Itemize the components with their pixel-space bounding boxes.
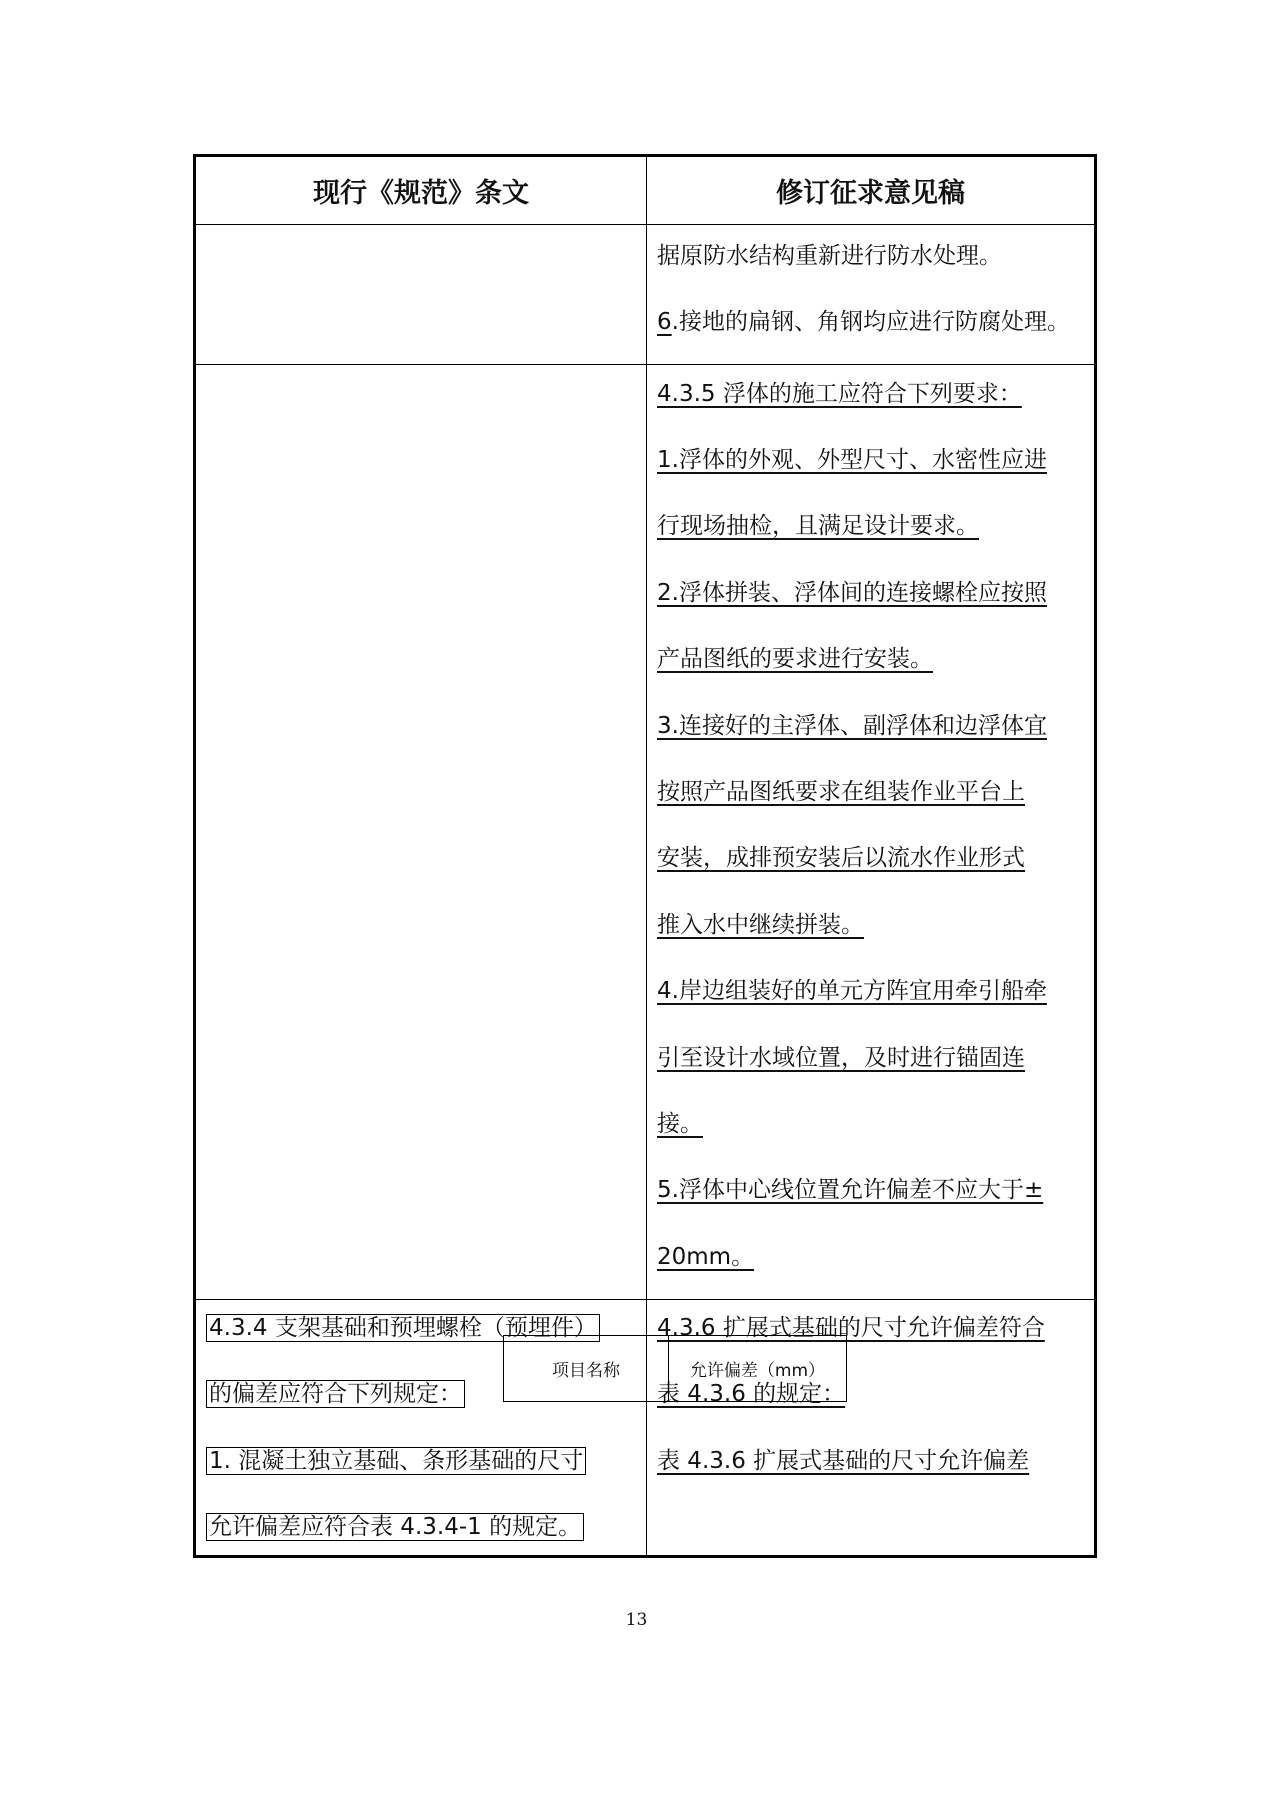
row2-line: 4.岸边组装好的单元方阵宜用牵引船牵 [657, 978, 1047, 1004]
row2-line: 安装，成排预安装后以流水作业形式 [657, 845, 1025, 871]
row-divider [196, 364, 1094, 365]
row3-left-line [206, 1379, 465, 1409]
row2-line: 2.浮体拼装、浮体间的连接螺栓应按照 [657, 580, 1047, 606]
row1-item-number: 6 [657, 309, 672, 335]
row1-item-text: .接地的扁钢、角钢均应进行防腐处理。 [671, 309, 1070, 335]
header-divider [196, 224, 1094, 225]
tolerance-subtable [503, 1335, 847, 1402]
row2-line: 接。 [657, 1111, 703, 1137]
row3-left-line [206, 1512, 584, 1542]
row2-line: 5.浮体中心线位置允许偏差不应大于± [657, 1177, 1044, 1203]
row2-line: 4.3.5 浮体的施工应符合下列要求： [657, 381, 1022, 407]
deleted-text-box: 允许偏差应符合表 4.3.4-1 的规定。 [206, 1513, 584, 1541]
row3-right-line: 4.3.6 扩展式基础的尺寸允许偏差符合 [657, 1315, 1045, 1341]
row3-right-line: 表 4.3.6 的规定： [657, 1381, 846, 1407]
row1-line: 据原防水结构重新进行防水处理。 [657, 243, 1002, 269]
header-current-code: 现行《规范》条文 [313, 178, 529, 209]
row2-line: 引至设计水域位置，及时进行锚固连 [657, 1045, 1025, 1071]
row3-left-line [206, 1446, 586, 1476]
row2-line: 产品图纸的要求进行安装。 [657, 646, 933, 672]
deleted-text-box: 1. 混凝土独立基础、条形基础的尺寸 [206, 1447, 586, 1475]
row2-line: 行现场抽检，且满足设计要求。 [657, 513, 979, 539]
row2-line: 推入水中继续拼装。 [657, 912, 864, 938]
header-revision-draft: 修订征求意见稿 [776, 178, 965, 209]
row2-line: 20mm。 [657, 1244, 755, 1270]
row-divider [196, 1299, 1094, 1300]
row1-line [657, 307, 1070, 337]
table-caption: 表 4.3.6 扩展式基础的尺寸允许偏差 [657, 1448, 1030, 1474]
deleted-text-box: 的偏差应符合下列规定： [206, 1380, 465, 1408]
row2-line: 1.浮体的外观、外型尺寸、水密性应进 [657, 447, 1047, 473]
deleted-text-box: 4.3.4 支架基础和预埋螺栓（预埋件） [206, 1314, 600, 1342]
row2-line: 按照产品图纸要求在组装作业平台上 [657, 779, 1025, 805]
subtable-header-tolerance: 允许偏差（mm） [689, 1361, 826, 1381]
subtable-header-item: 项目名称 [504, 1336, 669, 1401]
row2-line: 3.连接好的主浮体、副浮体和边浮体宜 [657, 713, 1047, 739]
page-number: 13 [625, 1610, 648, 1630]
